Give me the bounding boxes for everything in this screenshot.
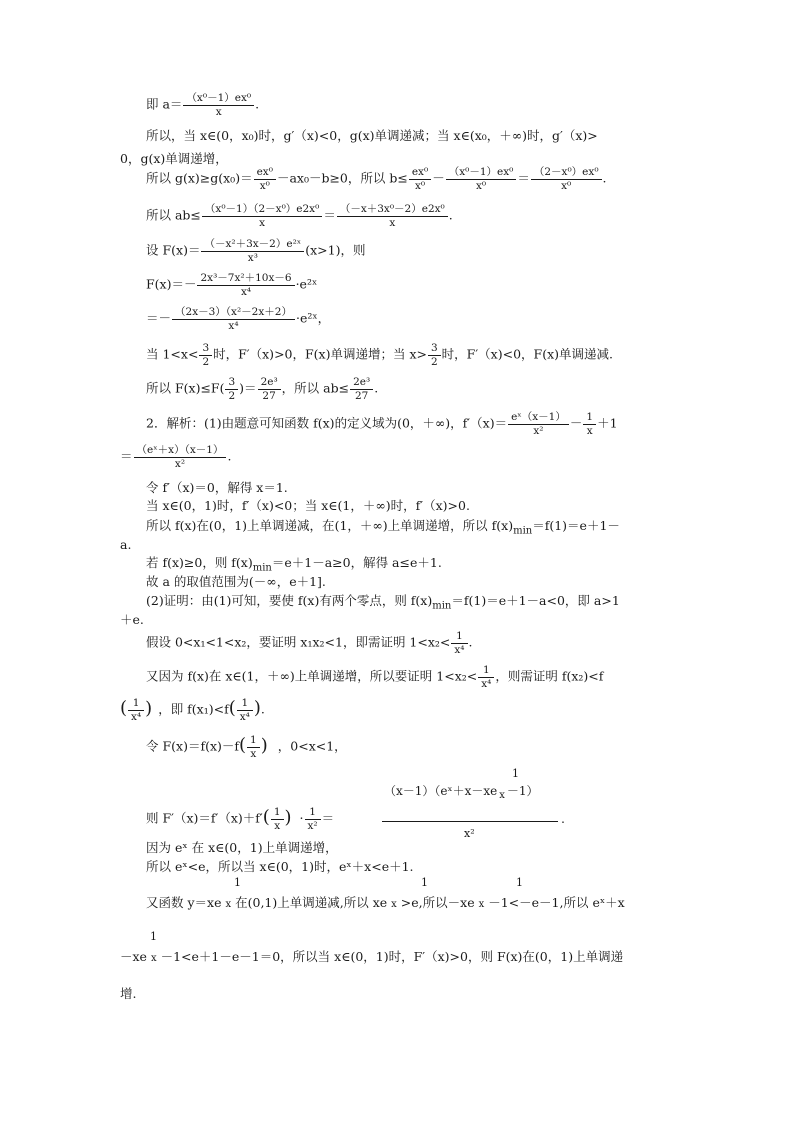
eq-f-deriv: ＝ $\frac{\text{（eˣ＋x）（x－1）}}{\text{x²}}$ . — [120, 444, 232, 470]
exponent-num: 1 — [421, 876, 428, 889]
text-line: 令 f′（x)＝0，解得 x＝1. — [146, 480, 288, 495]
text-line: ＋e. — [120, 612, 144, 627]
text-line: 所以 f(x)在(0，1)上单调递减，在(1，＋∞)上单调递增，所以 $f(x)_{min}=f(1)=e+1-$ — [146, 518, 620, 537]
eq-F-define: 令 F(x)＝f(x)－f( $\frac{1}{x}$ ) ，0<x<1， — [146, 734, 347, 760]
text-line: 若 f(x)≥0，则 $f(x)_{min}=e+1-a\ge 0$，解得 a≤e＋1. — [146, 555, 442, 574]
exponent-num: 1 — [512, 767, 519, 780]
eq-ab-bound: 所以 ab≤ $\frac{\text{（x⁰－1）（2－x⁰）e2x⁰}}{x}$ ＝ $\frac{\text{（－x＋3x⁰－2）e2x⁰}}{x}$ . — [146, 203, 453, 229]
eq-assume: 假设 0<x₁<1<x₂，要证明 x₁x₂<1，即需证明 1<x₂< $\frac{1}{\text{x⁴}}$ . — [146, 630, 473, 656]
eq-F-def: 设 F(x)＝ $\frac{\text{（－x²＋3x－2）e²ˣ}}{\text{x³}}$ (x>1)，则 — [146, 238, 366, 264]
eq-F-deriv-2: ＝－ $\frac{\text{（2x－3）（x²－2x＋2）}}{\text{x⁴}}$ ·e²ˣ， — [146, 306, 331, 332]
eq-F-max: 所以 F(x)≤F( $\frac{3}{2}$ )＝ $\frac{\text{2e³}}{27}$ ，所以 ab≤ $\frac{\text{2e³}}{27}$ . — [146, 376, 379, 402]
text-line: 故 a 的取值范围为(－∞，e＋1]. — [146, 574, 326, 589]
text-line: 所以，当 x∈(0，x₀)时，g′（x)<0，g(x)单调递减；当 x∈(x₀，＋∞)时，g′（x)> — [146, 128, 598, 143]
text-line: －xe x －1<e＋1－e－1＝0，所以当 x∈(0，1)时，F′（x)>0，则 F(x)在(0，1)上单调递 — [120, 949, 624, 964]
eq-need-prove-2: ( $\frac{1}{\text{x⁴}}$ ) ，即 f(x₁)<f( $\frac{1}{\text{x⁴}}$ ). — [120, 697, 265, 723]
text-line: 0，g(x)单调递增， — [120, 151, 228, 166]
eq-F-deriv: 则 F′（x)＝f′（x)＋f′( $\frac{1}{x}$ ) · $\frac{1}{\text{x²}}$ ＝ — [146, 806, 335, 832]
text-line: a. — [120, 537, 132, 552]
exponent-num: 1 — [516, 876, 523, 889]
problem-2-start: 2．解析：(1)由题意可知函数 f(x)的定义域为(0，＋∞)，f′（x)＝ $\frac{\text{eˣ（x－1）}}{\text{x²}}$ － $\frac{1}{x}$ ＋1 — [146, 411, 618, 437]
text-line: (2)证明：由(1)可知，要使 f(x)有两个零点，则 $f(x)_{min}=f(1)=e+1-a<0$，即 a>1 — [146, 593, 620, 612]
F-deriv-numerator: （x－1）（eˣ＋x－xe $_x$ －1） — [384, 784, 539, 801]
eq-g-bound: 所以 g(x)≥g(x₀)＝ $\frac{\text{ex⁰}}{\text{x⁰}}$ －ax₀－b≥0，所以 b≤ $\frac{\text{ex⁰}}{\text{x⁰}}$ － $\frac{\text{（x⁰－1）ex⁰}}{\text{x⁰}}$ ＝ $\frac{\text{（2－x⁰）ex⁰}}{\text{x⁰}}$ . — [146, 166, 607, 192]
eq-need-prove: 又因为 f(x)在 x∈(1，＋∞)上单调递增，所以要证明 1<x₂< $\frac{1}{\text{x⁴}}$ ，则需证明 f(x₂)<f — [146, 664, 604, 690]
text-line: 因为 eˣ 在 x∈(0，1)上单调递增， — [146, 840, 338, 855]
eq-F-monotone: 当 1<x< $\frac{3}{2}$ 时，F′（x)>0，F(x)单调递增；当 x> $\frac{3}{2}$ 时，F′（x)<0，F(x)单调递减. — [146, 342, 613, 368]
exponent-num: 1 — [150, 930, 157, 943]
eq-F-deriv-1: F(x)＝－ $\frac{\text{2x³－7x²＋10x－6}}{\text{x⁴}}$ ·e²ˣ — [146, 272, 318, 298]
text-line: 又函数 y＝xe x 在(0,1)上单调递减,所以 xe x >e,所以－xe x －1<－e－1,所以 eˣ＋x — [146, 895, 625, 910]
F-deriv-denominator: x² — [464, 827, 475, 840]
exponent-num: 1 — [234, 876, 241, 889]
text-line: 所以 eˣ<e，所以当 x∈(0，1)时，eˣ＋x<e＋1. — [146, 859, 414, 874]
fraction-bar — [382, 821, 558, 822]
text-line: 当 x∈(0，1)时，f′（x)<0；当 x∈(1，＋∞)时，f′（x)>0. — [146, 498, 470, 513]
text-line: 增. — [120, 986, 137, 1001]
eq-a-def: 即 a＝ $\frac{\text{（x⁰－1）ex⁰}}{x}$ . — [146, 92, 260, 118]
period: . — [561, 811, 565, 826]
